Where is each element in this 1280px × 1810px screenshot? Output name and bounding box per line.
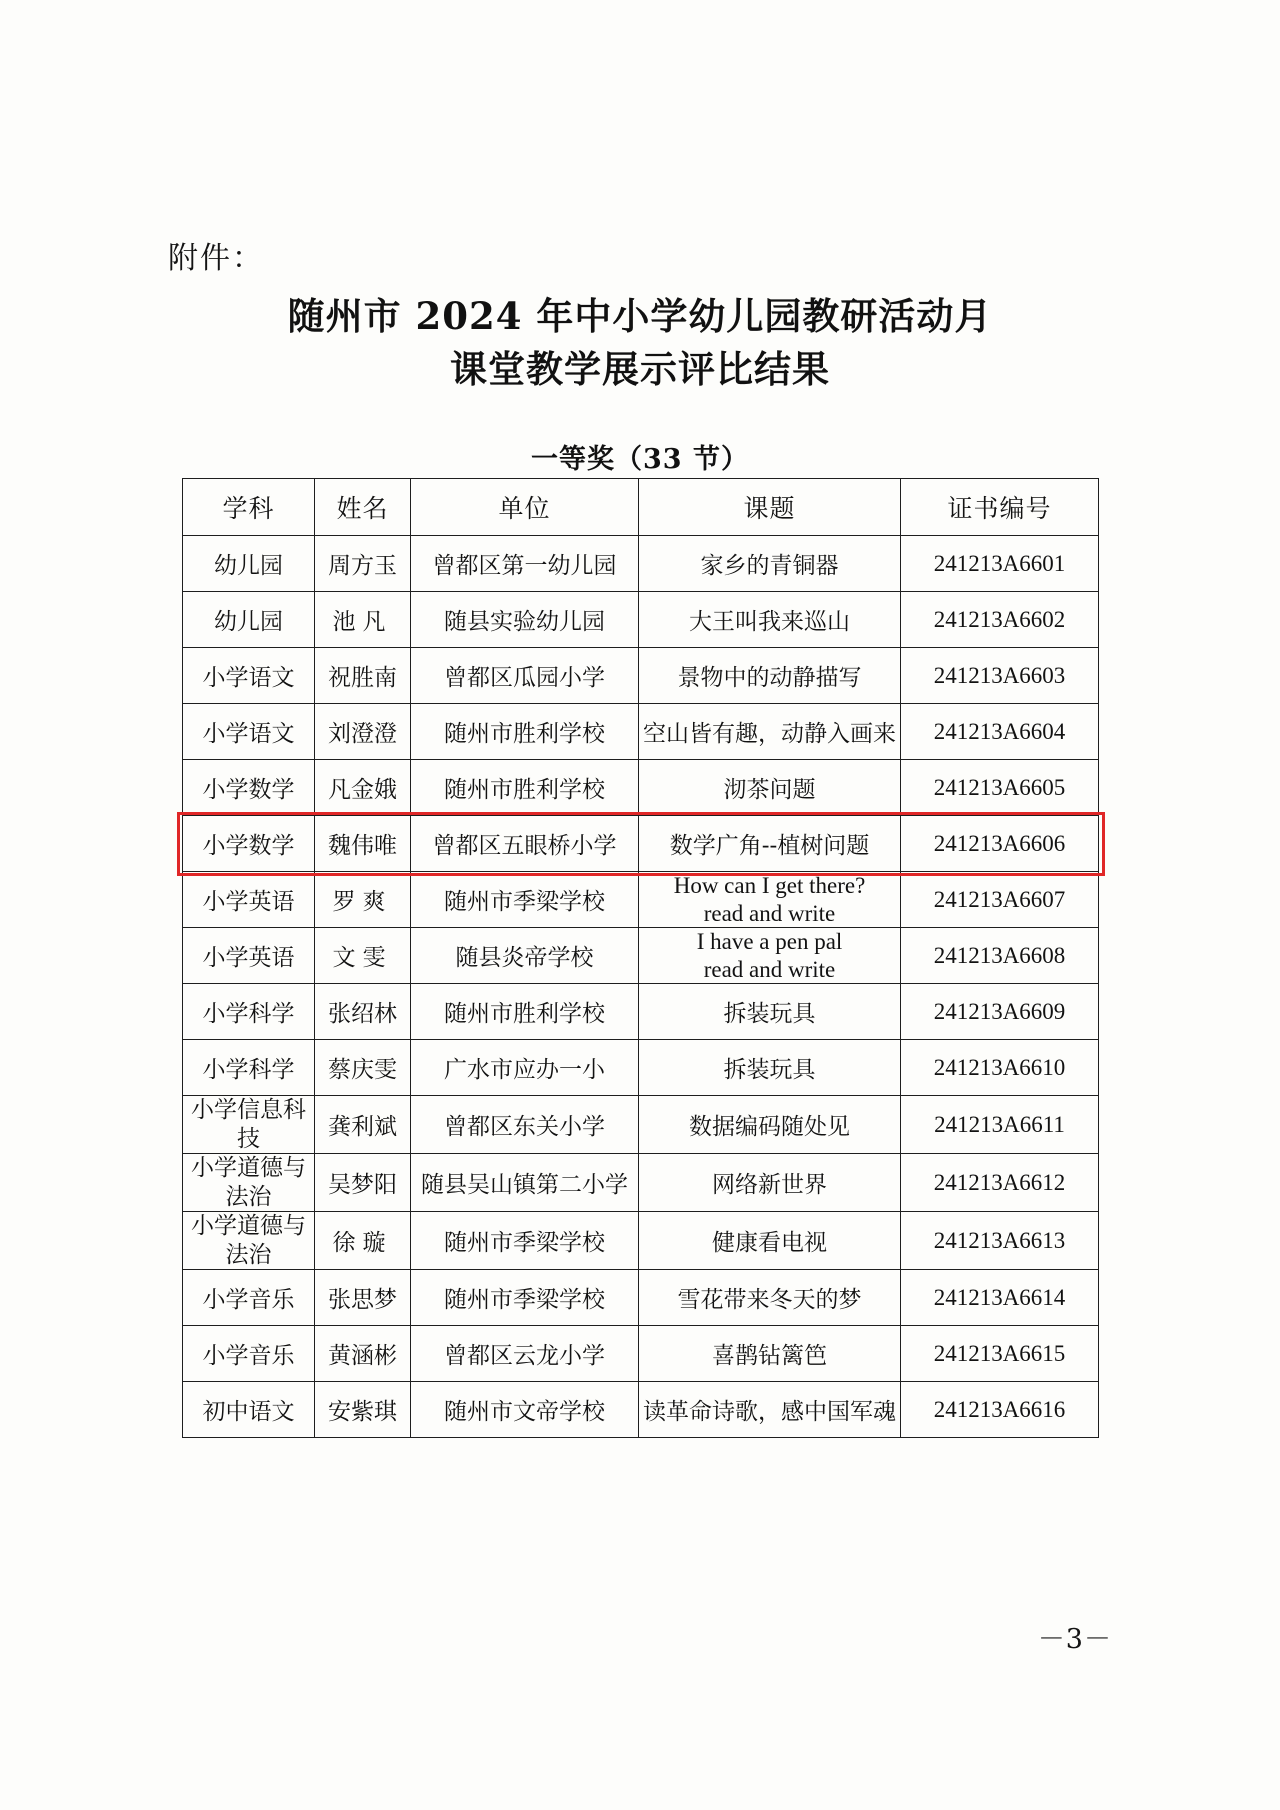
cell-certificate-number: 241213A6608 — [901, 928, 1099, 984]
cell-subject: 小学数学 — [183, 760, 315, 816]
cell-topic: 读革命诗歌，感中国军魂 — [639, 1382, 901, 1438]
attachment-label: 附件： — [168, 241, 264, 276]
table-header-row — [183, 479, 1099, 536]
cell-unit: 广水市应办一小 — [411, 1040, 639, 1096]
page-title — [168, 290, 1112, 395]
cell-certificate-number: 241213A6606 — [901, 816, 1099, 872]
column-header-unit: 单位 — [411, 479, 639, 536]
cell-topic: 数据编码随处见 — [639, 1096, 901, 1154]
cell-name: 周方玉 — [315, 536, 411, 592]
cell-name: 罗爽 — [315, 872, 411, 928]
cell-unit: 曾都区五眼桥小学 — [411, 816, 639, 872]
cell-topic: 网络新世界 — [639, 1154, 901, 1212]
cell-name: 文雯 — [315, 928, 411, 984]
cell-subject: 小学音乐 — [183, 1326, 315, 1382]
column-header-topic: 课题 — [639, 479, 901, 536]
cell-subject: 小学语文 — [183, 704, 315, 760]
cell-certificate-number: 241213A6616 — [901, 1382, 1099, 1438]
award-heading: 一等奖（33 节） — [531, 444, 749, 475]
table-row — [183, 984, 1099, 1040]
cell-certificate-number: 241213A6612 — [901, 1154, 1099, 1212]
table-row — [183, 1040, 1099, 1096]
page-title-line2: 课堂教学展示评比结果 — [450, 346, 830, 391]
cell-subject: 小学数学 — [183, 816, 315, 872]
table-row — [183, 1382, 1099, 1438]
cell-name: 蔡庆雯 — [315, 1040, 411, 1096]
column-header-cert: 证书编号 — [901, 479, 1099, 536]
results-table-body — [183, 536, 1099, 1438]
column-header-subject: 学科 — [183, 479, 315, 536]
cell-unit: 随州市季梁学校 — [411, 1270, 639, 1326]
table-row — [183, 704, 1099, 760]
cell-certificate-number: 241213A6602 — [901, 592, 1099, 648]
cell-unit: 曾都区东关小学 — [411, 1096, 639, 1154]
cell-unit: 随州市季梁学校 — [411, 1212, 639, 1270]
results-table — [182, 478, 1099, 1438]
table-row — [183, 872, 1099, 928]
cell-topic: 沏茶问题 — [639, 760, 901, 816]
cell-subject: 小学道德与法治 — [183, 1212, 315, 1270]
cell-certificate-number: 241213A6603 — [901, 648, 1099, 704]
cell-name: 刘澄澄 — [315, 704, 411, 760]
cell-name: 祝胜南 — [315, 648, 411, 704]
cell-subject: 小学科学 — [183, 1040, 315, 1096]
cell-subject: 幼儿园 — [183, 536, 315, 592]
cell-unit: 曾都区瓜园小学 — [411, 648, 639, 704]
cell-topic: 数学广角--植树问题 — [639, 816, 901, 872]
cell-certificate-number: 241213A6615 — [901, 1326, 1099, 1382]
cell-name: 凡金娥 — [315, 760, 411, 816]
cell-subject: 小学道德与法治 — [183, 1154, 315, 1212]
cell-subject: 幼儿园 — [183, 592, 315, 648]
cell-name: 魏伟唯 — [315, 816, 411, 872]
cell-topic: I have a pen pal read and write — [639, 928, 901, 984]
cell-certificate-number: 241213A6607 — [901, 872, 1099, 928]
table-row — [183, 760, 1099, 816]
cell-name: 黄涵彬 — [315, 1326, 411, 1382]
table-row — [183, 1270, 1099, 1326]
cell-topic: 喜鹊钻篱笆 — [639, 1326, 901, 1382]
table-row — [183, 1326, 1099, 1382]
cell-unit: 随县吴山镇第二小学 — [411, 1154, 639, 1212]
cell-name: 吴梦阳 — [315, 1154, 411, 1212]
cell-unit: 曾都区云龙小学 — [411, 1326, 639, 1382]
cell-subject: 初中语文 — [183, 1382, 315, 1438]
cell-certificate-number: 241213A6604 — [901, 704, 1099, 760]
cell-certificate-number: 241213A6614 — [901, 1270, 1099, 1326]
cell-name: 张绍林 — [315, 984, 411, 1040]
cell-name: 徐璇 — [315, 1212, 411, 1270]
cell-name: 池凡 — [315, 592, 411, 648]
cell-unit: 随州市季梁学校 — [411, 872, 639, 928]
cell-certificate-number: 241213A6613 — [901, 1212, 1099, 1270]
cell-topic: 拆装玩具 — [639, 984, 901, 1040]
cell-unit: 随州市文帝学校 — [411, 1382, 639, 1438]
cell-certificate-number: 241213A6611 — [901, 1096, 1099, 1154]
cell-topic: How can I get there? read and write — [639, 872, 901, 928]
cell-topic: 大王叫我来巡山 — [639, 592, 901, 648]
cell-certificate-number: 241213A6610 — [901, 1040, 1099, 1096]
table-row — [183, 1154, 1099, 1212]
table-row — [183, 648, 1099, 704]
table-row — [183, 928, 1099, 984]
cell-unit: 随州市胜利学校 — [411, 760, 639, 816]
page-title-line1: 随州市 2024 年中小学幼儿园教研活动月 — [287, 294, 993, 338]
cell-unit: 随州市胜利学校 — [411, 704, 639, 760]
cell-unit: 曾都区第一幼儿园 — [411, 536, 639, 592]
table-row — [183, 1212, 1099, 1270]
cell-subject: 小学信息科技 — [183, 1096, 315, 1154]
table-row — [183, 816, 1099, 872]
cell-topic: 空山皆有趣，动静入画来 — [639, 704, 901, 760]
cell-name: 张思梦 — [315, 1270, 411, 1326]
table-row — [183, 1096, 1099, 1154]
cell-subject: 小学英语 — [183, 872, 315, 928]
cell-name: 安紫琪 — [315, 1382, 411, 1438]
table-row — [183, 536, 1099, 592]
cell-certificate-number: 241213A6605 — [901, 760, 1099, 816]
cell-unit: 随县实验幼儿园 — [411, 592, 639, 648]
cell-subject: 小学科学 — [183, 984, 315, 1040]
cell-unit: 随县炎帝学校 — [411, 928, 639, 984]
cell-topic: 家乡的青铜器 — [639, 536, 901, 592]
cell-topic: 健康看电视 — [639, 1212, 901, 1270]
cell-unit: 随州市胜利学校 — [411, 984, 639, 1040]
cell-topic: 雪花带来冬天的梦 — [639, 1270, 901, 1326]
cell-subject: 小学语文 — [183, 648, 315, 704]
cell-subject: 小学英语 — [183, 928, 315, 984]
page-number: －3－ — [1037, 1624, 1112, 1655]
table-row — [183, 592, 1099, 648]
cell-name: 龚利斌 — [315, 1096, 411, 1154]
column-header-name: 姓名 — [315, 479, 411, 536]
cell-certificate-number: 241213A6601 — [901, 536, 1099, 592]
cell-topic: 景物中的动静描写 — [639, 648, 901, 704]
cell-certificate-number: 241213A6609 — [901, 984, 1099, 1040]
cell-subject: 小学音乐 — [183, 1270, 315, 1326]
cell-topic: 拆装玩具 — [639, 1040, 901, 1096]
